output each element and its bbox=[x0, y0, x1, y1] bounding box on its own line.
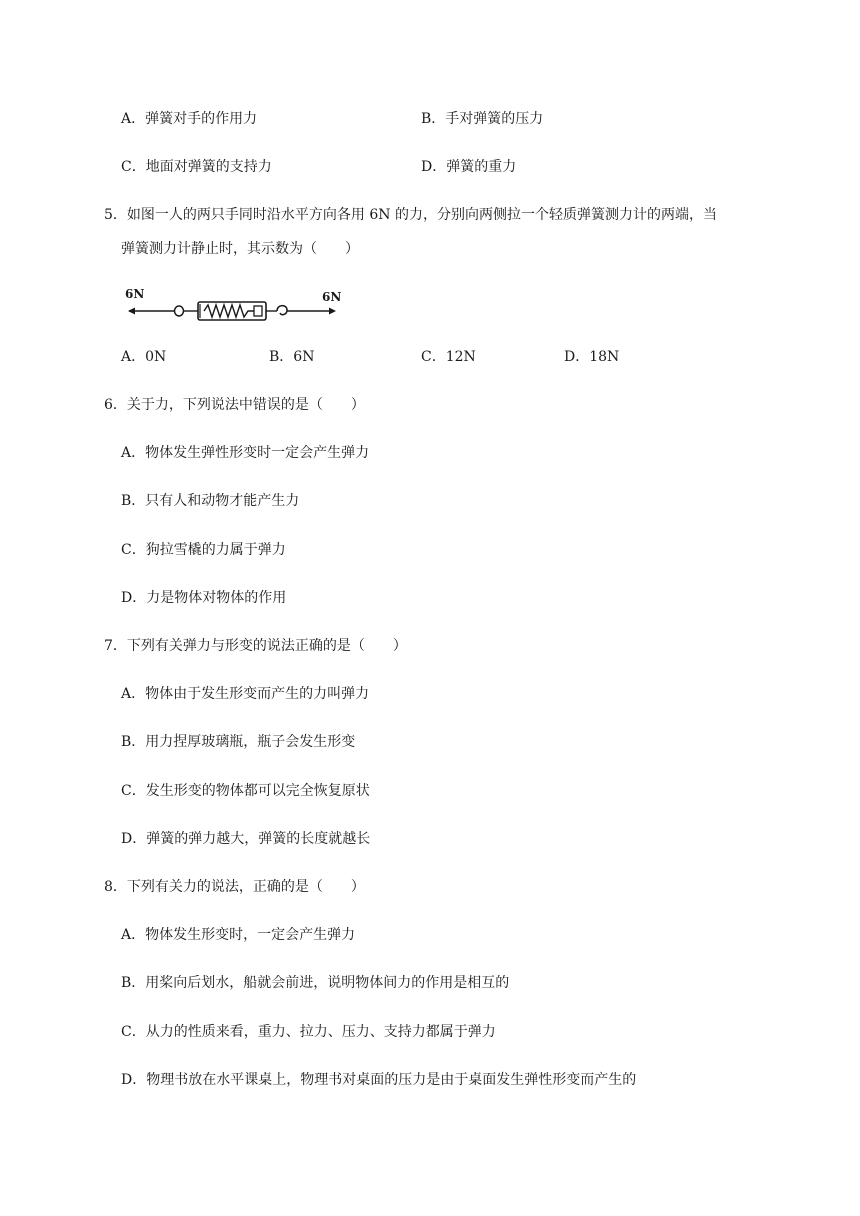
spring-scale-body bbox=[198, 302, 266, 320]
right-arrow-icon bbox=[287, 308, 336, 315]
left-ring-icon bbox=[175, 306, 184, 316]
q5-option-c: C．12N bbox=[421, 349, 476, 365]
q8-option-a: A．物体发生形变时，一定会产生弹力 bbox=[121, 927, 356, 943]
q5-option-b: B．6N bbox=[269, 349, 315, 365]
q7-option-c: C．发生形变的物体都可以完全恢复原状 bbox=[121, 783, 370, 799]
left-arrow-icon bbox=[128, 308, 174, 315]
q6-stem: 6．关于力，下列说法中错误的是（ ） bbox=[104, 397, 365, 413]
left-force-label: 6N bbox=[125, 287, 145, 301]
q5-option-a: A．0N bbox=[121, 349, 167, 365]
right-hook-icon bbox=[277, 306, 287, 315]
q6-option-c: C．狗拉雪橇的力属于弹力 bbox=[121, 542, 286, 558]
prev-option-d: D．弹簧的重力 bbox=[421, 159, 517, 175]
q8-stem: 8．下列有关力的说法，正确的是（ ） bbox=[104, 879, 365, 895]
prev-option-c: C．地面对弹簧的支持力 bbox=[121, 159, 272, 175]
q6-option-a: A．物体发生弹性形变时一定会产生弹力 bbox=[121, 445, 370, 461]
q7-option-b: B．用力捏厚玻璃瓶，瓶子会发生形变 bbox=[121, 734, 356, 750]
q5-stem-line1: 5．如图一人的两只手同时沿水平方向各用 6N 的力，分别向两侧拉一个轻质弹簧测力计的两端，当 bbox=[104, 207, 717, 223]
right-force-label: 6N bbox=[322, 290, 342, 304]
q8-option-d: D．物理书放在水平课桌上，物理书对桌面的压力是由于桌面发生弹性形变而产生的 bbox=[121, 1072, 637, 1088]
prev-option-a: A．弹簧对手的作用力 bbox=[121, 111, 258, 127]
q6-option-b: B．只有人和动物才能产生力 bbox=[121, 493, 300, 509]
q7-option-a: A．物体由于发生形变而产生的力叫弹力 bbox=[121, 686, 370, 702]
q7-stem: 7．下列有关弹力与形变的说法正确的是（ ） bbox=[104, 638, 407, 654]
q5-option-d: D．18N bbox=[564, 349, 620, 365]
q7-option-d: D．弹簧的弹力越大，弹簧的长度就越长 bbox=[121, 831, 371, 847]
q5-stem-line2: 弹簧测力计静止时，其示数为（ ） bbox=[121, 241, 359, 257]
spring-scale-figure bbox=[120, 284, 350, 328]
q8-option-c: C．从力的性质来看，重力、拉力、压力、支持力都属于弹力 bbox=[121, 1024, 496, 1040]
q8-option-b: B．用桨向后划水，船就会前进，说明物体间力的作用是相互的 bbox=[121, 975, 510, 991]
prev-option-b: B．手对弹簧的压力 bbox=[421, 111, 544, 127]
q6-option-d: D．力是物体对物体的作用 bbox=[121, 590, 287, 606]
